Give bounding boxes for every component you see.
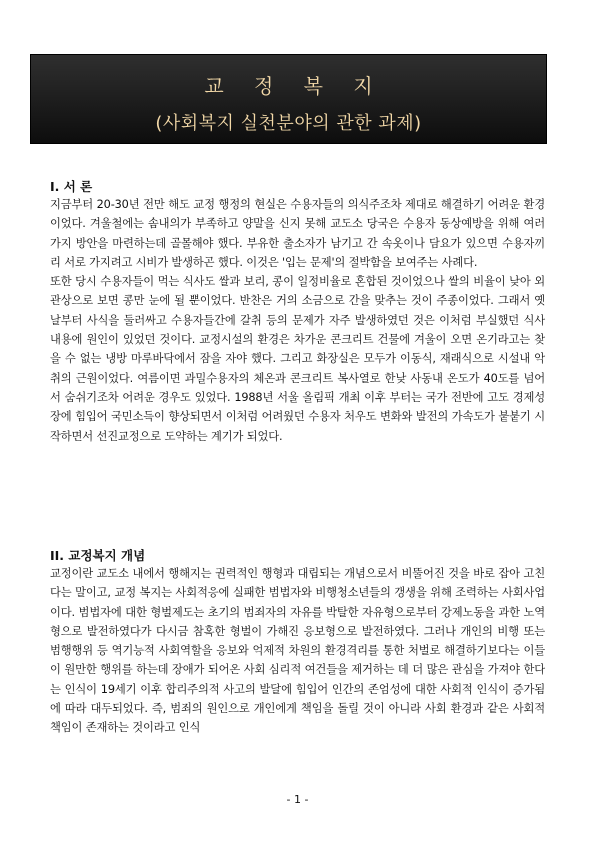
document-subtitle: (사회복지 실천분야의 관한 과제)	[155, 113, 422, 134]
section-heading-introduction: I. 서 론	[50, 179, 93, 194]
page-number: - 1 -	[286, 793, 309, 806]
paragraph: 교정이란 교도소 내에서 행해지는 권력적인 행형과 대립되는 개념으로서 비뚤어진 것을 바로 잡아 고친다는 말이고, 교정 복지는 사회적응에 실패한 범법자와 비행청소년들의 갱생을 위해 조력하는 사회사업이다. 범법자에 대한 형벌제도는 초기의 범죄자의 자유를 박탈한 자유형으로부터 강제노동을 과한 노역형으로 발전하였다가 다시금 참혹한 형벌이 가해진 응보형으로 발전하였다. 그러나 개인의 비행 또는 범행행위 등 역기능적 사회역할을 응보와 억제적 차원의 환경격리를 통한 처벌로 해결하기보다는 이들이 원만한 행위를 하는데 장애가 되어온 사회 심리적 여건들을 제거하는 데 더 많은 관심을 가져야 한다는 인식이 19세기 이후 합리주의적 사고의 발달에 힘입어 인간의 존엄성에 대한 사회적 인식이 증가됨에 따라 대두되었다. 즉, 범죄의 원인으로 개인에게 책임을 돌릴 것이 아니라 사회 환경과 같은 사회적 책임이 존재하는 것이라고 인식	[50, 567, 545, 735]
section-body-introduction	[50, 195, 545, 446]
paragraph: 지금부터 20-30년 전만 해도 교정 행정의 현실은 수용자들의 의식주조차 제대로 해결하기 어려운 환경이었다. 겨울철에는 솜내의가 부족하고 양말을 신지 못해 교도소 당국은 수용자 동상예방을 위해 여러 가지 방안을 마련하는데 골몰해야 했다. 부유한 출소자가 남기고 간 속옷이나 담요가 있으면 수용자끼리 서로 가지려고 시비가 발생하곤 했다. 이것은 '입는 문제'의 절박함을 보여주는 사례다.	[50, 198, 545, 269]
paragraph: 또한 당시 수용자들이 먹는 식사도 쌀과 보리, 콩이 일정비율로 혼합된 것이었으나 쌀의 비율이 낮아 외관상으로 보면 콩만 눈에 될 뿐이었다. 반찬은 거의 소금으로 간을 맞추는 것이 주종이었다. 그래서 옛날부터 사식을 둘러싸고 수용자들간에 갈취 등의 문제가 자주 발생하였던 것은 이처럼 부실했던 식사 내용에 원인이 있었던 것이다. 교정시설의 환경은 차가운 콘크리트 건물에 겨울이 오면 온기라고는 찾을 수 없는 냉방 마루바닥에서 잠을 자야 했다. 그리고 화장실은 모두가 이동식, 재래식으로 시설내 악취의 근원이었다. 여름이면 과밀수용자의 체온과 콘크리트 복사열로 한낮 사동내 온도가 40도를 넘어서 숨쉬기조차 어려운 경우도 있었다. 1988년 서울 올림픽 개최 이후 부터는 국가 전반에 고도 경제성장에 힘입어 국민소득이 향상되면서 이처럼 어려웠던 수용자 처우도 변화와 발전의 가속도가 붙붙기 시작하면서 선진교정으로 도약하는 계기가 되었다.	[50, 275, 545, 443]
section-body-concept	[50, 564, 545, 738]
document-title: 교 정 복 지	[204, 74, 385, 98]
section-heading-concept: II. 교정복지 개념	[50, 548, 146, 563]
title-box	[30, 54, 547, 144]
